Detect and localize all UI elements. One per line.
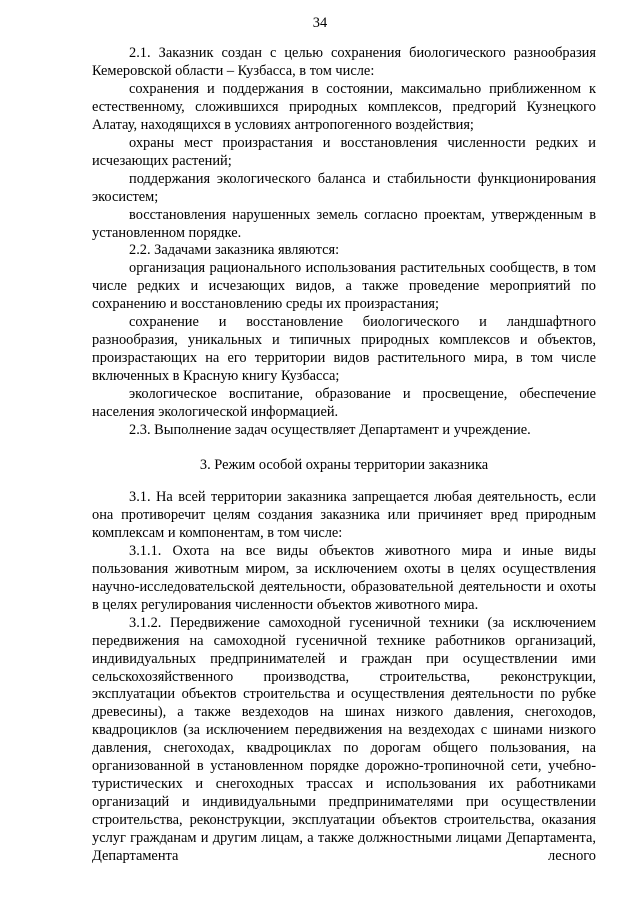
paragraph-2-2-item-2: сохранение и восстановление биологического и ландшафтного разнообразия, уникальных и типичных природных комплексов и объектов, произрастающих на его территории видов растительного мира, в том числе включенных в Красную книгу Кузбасса; (92, 314, 596, 385)
paragraph-2-1-item-4: восстановления нарушенных земель согласно проектам, утвержденным в установленном порядке. (92, 206, 596, 241)
page-number: 34 (312, 15, 328, 31)
paragraph-3-1-1: 3.1.1. Охота на все виды объектов животного мира и иные виды пользования животным миром, за исключением охоты в целях осуществления научно-исследовательской деятельности, образовательной деятельности и охоты в целях регулирования численности объектов животного мира. (92, 542, 596, 613)
paragraph-2-3: 2.3. Выполнение задач осуществляет Департамент и учреждение. (129, 422, 531, 439)
paragraph-2-2-item-3: экологическое воспитание, образование и просвещение, обеспечение населения экологической информацией. (92, 386, 596, 421)
paragraph-2-1-item-3: поддержания экологического баланса и стабильности функционирования экосистем; (92, 170, 596, 205)
paragraph-2-1-item-2: охраны мест произрастания и восстановления численности редких и исчезающих растений; (92, 134, 596, 169)
paragraph-2-1-item-1: сохранения и поддержания в состоянии, максимально приближенном к естественному, сложившихся природных комплексов, предгорий Кузнецкого Алатау, находящихся в условиях антропогенного воздействия; (92, 80, 596, 133)
paragraph-2-1: 2.1. Заказник создан с целью сохранения биологического разнообразия Кемеровской области – Кузбасса, в том числе: (92, 45, 596, 79)
paragraph-3-1-2: 3.1.2. Передвижение самоходной гусеничной техники (за исключением передвижения на самоходной гусеничной технике работников организаций, индивидуальных предпринимателей и граждан при осуществлении ими сельскохозяйственного производства, строительства, реконструкции, эксплуатации объектов строительства и осуществления деятельности по рубке древесины), а также вездеходов на шинах низкого давления, снегоходов, квадроциклов (за исключением передвижения на вездеходах с шинами низкого давления, снегоходах, квадроциклах по дорогам общего пользования, на организованной в установленном порядке дорожно-тропиночной сети, учебно-туристических и снегоходных трассах и использования их работниками организаций и индивидуальными предпринимателями при осуществлении строительства, реконструкции, эксплуатации объектов строительства, оказания услуг гражданам и другим лицам, а также должностными лицами Департамента, Департамента лесного (92, 614, 596, 865)
page-body (92, 45, 596, 866)
paragraph-2-2: 2.2. Задачами заказника являются: (129, 242, 340, 259)
paragraph-2-2-item-1: организация рационального использования растительных сообществ, в том числе редких и исчезающих видов, а также проведение мероприятий по сохранению и восстановлению среды их произрастания; (92, 260, 596, 313)
section-heading: 3. Режим особой охраны территории заказника (199, 456, 489, 473)
paragraph-3-1: 3.1. На всей территории заказника запрещается любая деятельность, если она противоречит целям создания заказника или причиняет вред природным комплексам и компонентам, в том числе: (92, 488, 596, 541)
